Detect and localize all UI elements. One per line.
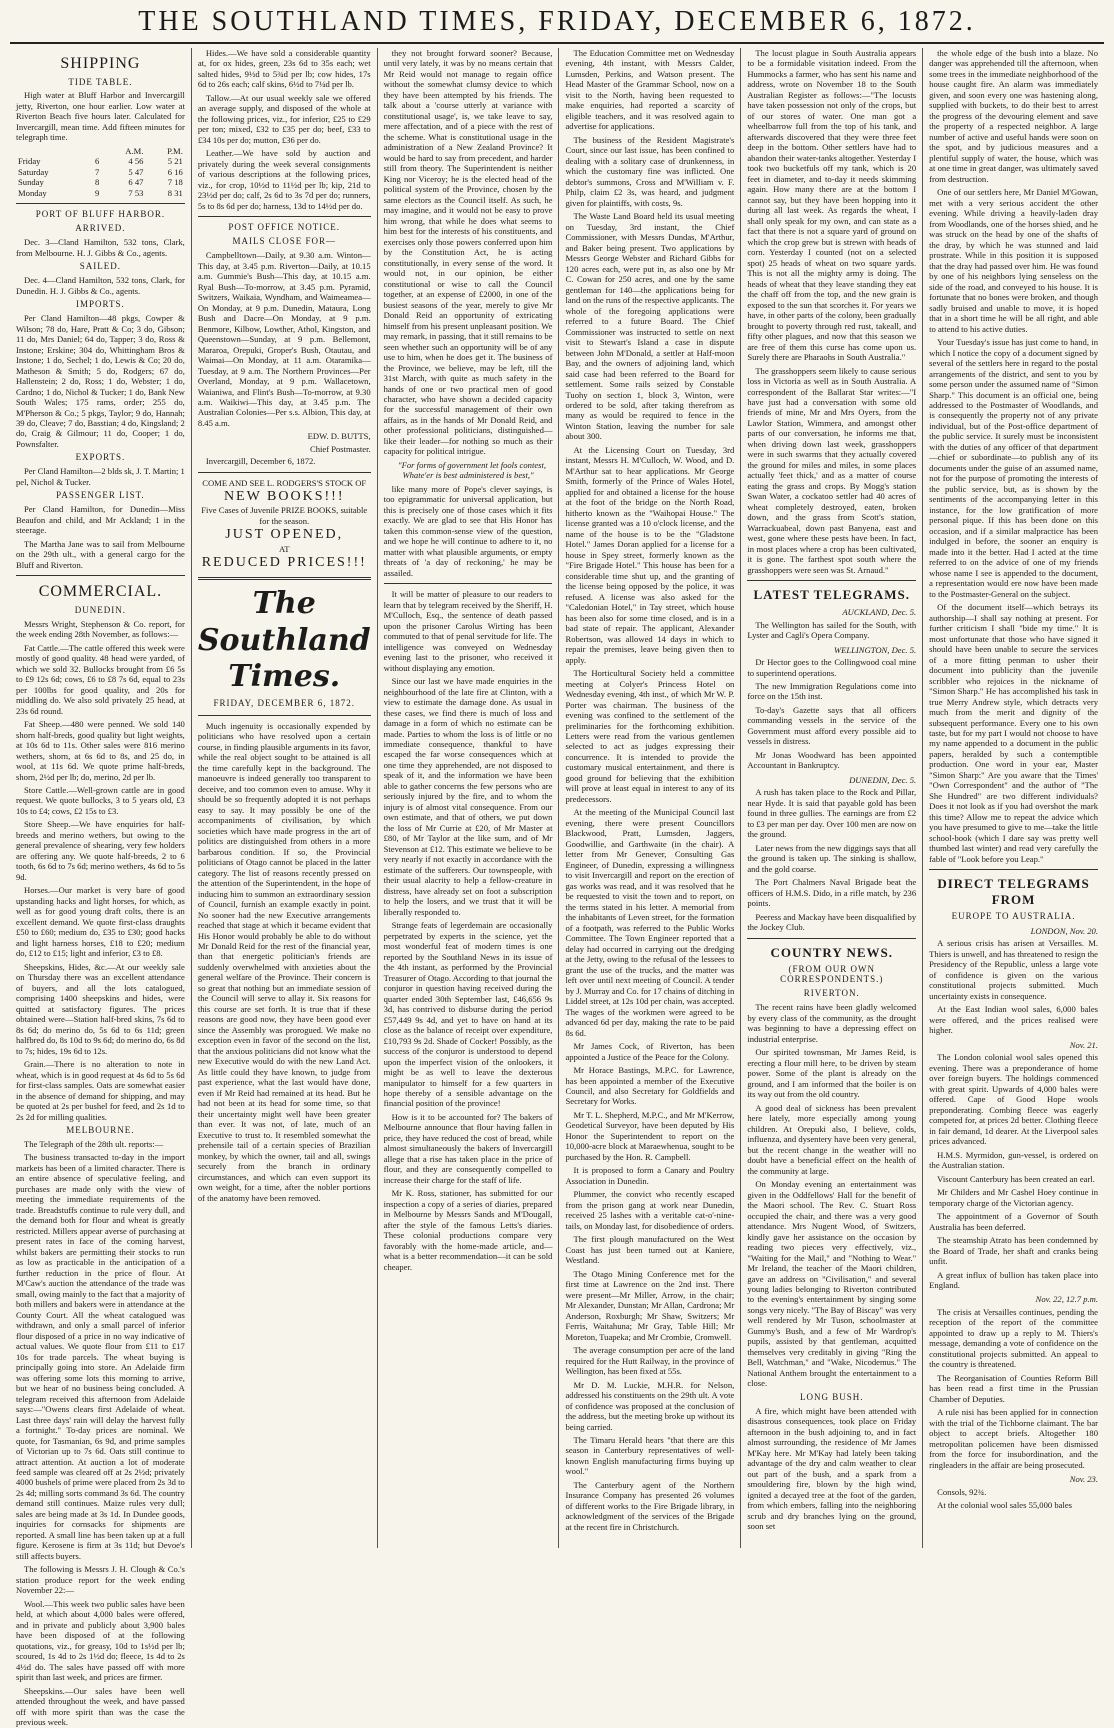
dateline: AUCKLAND, Dec. 5. (842, 607, 917, 618)
commercial-paragraph: Sheepskins.—Our sales have been well attended throughout the week, and have passed off with more spirit than was the case the previous week. (16, 1685, 185, 1728)
tide-head-pm: P.M. (167, 145, 183, 156)
news-paragraph: The Education Committee met on Wednesday evening, 4th instant, with Messrs Calder, Lumsden, Perkins, and Watson present. The Head Master of the Grammar School, now on a visit to the North, having been requested to make enquiries, had reported a scarcity of eligible teachers, and it was resolved again to advertise for applications. (565, 48, 735, 132)
tide-date: 6 (95, 156, 100, 167)
news-paragraph: Mr James Cock, of Riverton, has been appointed a Justice of the Peace for the Colony. (565, 1041, 735, 1062)
column-6 (923, 48, 1104, 1548)
commercial-heading: COMMERCIAL. (38, 583, 163, 601)
tide-day: Saturday (18, 166, 49, 177)
books-advertisement (198, 478, 371, 571)
tide-pm: 5 21 (167, 156, 183, 167)
ad-books: NEW BOOKS!!! (223, 489, 345, 505)
riverton-heading: RIVERTON. (803, 988, 860, 999)
news-paragraph: At the Licensing Court on Tuesday, 3rd instant, Messrs H. M'Culloch, W. Wood, and D. M'Arthur sat to hear applications. Mr George Smith, formerly of the Prince of Wales Hotel, applied for and obtained a license for the house at the foot of the bridge on the North Road, hitherto known as the "Waihopai House." The license granted was a 10 o'clock license, and the name of the house is to be the "Gladstone Hotel." James Doran applied for a license for a house in Spey street, formerly known as the "Fire Brigade Hotel." This house has been for a considerable time shut up, and the granting of the license being opposed by the police, it was refused. A license was also asked for the "Caledonian Hotel," in Tay street, which house has been also for some time closed, and is in a bad state of repair. The applicant, Alexander Robertson, was allowed 14 days in which to repair the premises, leave being given then to apply. (565, 444, 735, 665)
divider (929, 869, 1098, 870)
telegram-paragraph: A rush has taken place to the Rock and Pillar, near Hyde. It is said that payable gold has been found in three gullies. The earnings are from £2 to £3 per man per day. Over 100 men are now on the ground. (747, 787, 917, 840)
telegram-paragraph: The steamship Atrato has been condemned by the Board of Trade, her shaft and cranks being unfit. (929, 1235, 1098, 1267)
exports-heading: EXPORTS. (75, 452, 126, 463)
tide-row (16, 177, 185, 187)
ad-just-opened: JUST OPENED, (225, 527, 344, 543)
telegram-paragraph: At the colonial wool sales 55,000 bales (937, 1500, 1073, 1511)
news-paragraph: At the meeting of the Municipal Council last evening, there were present Councillors Blackwood, Pratt, Lumsden, Jaggers, Goodwillie, and Garthwaite (in the chair). A letter from Mr Genever, Consulting Gas Engineer, of Dunedin, expressing a willingness to visit Invercargill and report on the erection of gas works was read, and it was resolved that he be requested to visit the town and to report, on the terms stated in his letter. A memorial from the inhabitants of Leven street, for the formation of a footpath, was referred to the Public Works Committee. The Town Engineer reported that a delay had occurred in carrying out the dredging at the Jetty, owing to the refusal of the lessees to grant the use of the trucks, and the matter was left over until next meeting of Council. A tender by J. Murray and Co. for 17 chains of ditching in Liddel street, at 12s 10d per chain, was accepted. The wages of the workmen were agreed to be advanced 6d per day, making the rate to be paid 8s 6d. (565, 807, 735, 1038)
telegram-paragraph: To-day's Gazette says that all officers commanding vessels in the service of the Government must afford every possible aid to vessels in distress. (747, 704, 917, 747)
news-paragraph: The first plough manufactured on the West Coast has just been turned out at Kaniere, Westland. (565, 1234, 735, 1266)
telegram-paragraph: Peeress and Mackay have been disqualified by the Jockey Club. (747, 911, 917, 933)
latest-telegrams-heading: LATEST TELEGRAMS. (753, 587, 910, 603)
news-paragraph: Mr D. M. Luckie, M.H.R. for Nelson, addressed his constituents on the 29th ult. A vote of confidence was proposed at the conclusion of the address, but the meeting broke up without its being carried. (565, 1379, 735, 1432)
poem-quote: "For forms of government let fools contest, Whate'er is best administered is best," (398, 459, 547, 481)
commercial-paragraph: The following is Messrs J. H. Clough & Co.'s station produce report for the week ending November 22:— (16, 1564, 185, 1596)
column-5 (741, 48, 923, 1548)
commercial-paragraph: Grain.—There is no alteration to note in wheat, which is in good request at 4s 6d to 5s 6d for first-class samples. Oats are somewhat easier in the absence of demand for shipping, and may be quoted at 2s per bushel for feed, and 2s 1d to 2s 2d for milling qualities. (16, 1059, 185, 1122)
dateline: Nov. 23. (1069, 1474, 1098, 1485)
melbourne-heading: MELBOURNE. (66, 1125, 135, 1136)
tide-date: 7 (95, 166, 100, 177)
divider (198, 216, 371, 217)
dateline: DUNEDIN, Dec. 5. (849, 774, 917, 785)
column-1 (10, 48, 192, 1728)
tide-am: 7 53 (128, 187, 144, 198)
newspaper-flag: The Southland Times. (197, 586, 371, 695)
editorial-date: FRIDAY, DECEMBER 6, 1872. (213, 697, 355, 708)
shipping-heading: SHIPPING (60, 55, 141, 72)
divider (198, 715, 371, 716)
post-office-heading: POST OFFICE NOTICE. (228, 222, 341, 233)
exports-text: Per Cland Hamilton—2 blds sk, J. T. Martin; 1 pel, Nichol & Tucker. (16, 466, 185, 487)
direct-telegrams-heading: DIRECT TELEGRAMS FROM (937, 876, 1090, 908)
tide-head-am: A.M. (125, 145, 144, 156)
country-paragraph: Of the document itself—which betrays its authorship—I shall say nothing at present. For further criticism I shall "bide my time." It is most unfortunate that those who have signed it should have been unable to secure the services of a more fitting penman to usher their document into publicity than the juvenile scribbler who rejoices in the nickname of "Simon Sharp." He has accomplished his task in true Merry Andrew style, which detracts very much from the merit and dignity of the subsequent performance. Every one to his own taste, but for my part I would not choose to have my name appended to a document in the public papers, heralded by such a contemptible production. One word in your ear, Master "Simon Sharp:" Are you aware that the Times' "Own Correspondent" and the author of "The She Hundred" are two different individuals? Does it not look as if you had overshot the mark this time? Allow me to repeat the advice which you have presumed to give to me—take the little school-book (which I dare say was pretty well thumbed last winter) and read very carefully the fable of "Look before you Leap." (929, 602, 1098, 864)
telegram-paragraph: The Port Chalmers Naval Brigade beat the officers of H.M.S. Dido, in a rifle match, by 236 points. (747, 877, 917, 909)
commercial-paragraph: Leather.—We have sold by auction and privately during the week several consignments of various descriptions at the following prices, viz., for crop, 10½d to 11½d per lb; kip, 21d to 23½d per do; calf, 2s 6d to 3s 7d per do; runners, 5s to 8s 6d per do; harness, 13d to 14½d per do. (197, 148, 371, 211)
commercial-paragraph: Fat Cattle.—The cattle offered this week were mostly of good quality. 48 head were yarded, of which we sold 32. Bullocks brought from £6 5s to £9 12s 6d; cows, £6 to £8 7s 6d, equal to 23s per 100lbs for good quality, and 20s for middling do. We also sold privately 25 head, at 23s 6d round. (16, 642, 185, 716)
divider (16, 203, 185, 204)
news-paragraph: Plummer, the convict who recently escaped from the prison gang at work near Dunedin, received 25 lashes with a veritable cat-o'-nine-tails, on Monday last, for disobedience of orders. (565, 1189, 735, 1231)
news-paragraph: Mr K. Ross, stationer, has submitted for our inspection a copy of a series of diaries, prepared in Melbourne by Messrs Sands and M'Dougall, after the style of the famous Letts's diaries. These colonial productions compare very favorably with the home-made article, and—what is a better recommendation—it can be sold cheaper. (383, 1188, 553, 1272)
tide-head-0 (16, 146, 85, 156)
ad-at: AT (278, 543, 290, 554)
column-3 (378, 48, 560, 1548)
sailed-text: Dec. 4—Cland Hamilton, 532 tons, Clark, for Dunedin. H. J. Gibbs & Co., agents. (16, 275, 185, 296)
divider (384, 583, 553, 584)
news-paragraph: It will be matter of pleasure to our readers to learn that by telegram received by the Sheriff, H. M'Culloch, Esq., the sentence of death passed upon the prisoner Carolus Wirting has been commuted to that of penal servitude for life. The intelligence was conveyed on Wednesday evening last to the prisoner, who received it without displaying any emotion. (383, 589, 553, 673)
news-paragraph: The Canterbury agent of the Northern Insurance Company has presented 26 volumes of different works to the Fire Brigade library, in acknowledgment of the services of the Brigade at the recent fire in Christchurch. (565, 1479, 735, 1532)
ad-juvenile: Five Cases of Juvenile PRIZE BOOKS, suitable for the season. (201, 505, 368, 526)
divider (747, 580, 916, 581)
shipping-note: The Martha Jane was to sail from Melbourne on the 29th ult., with a general cargo for the Bluff and Riverton. (16, 538, 185, 570)
tide-row (16, 188, 185, 198)
tide-header-row (16, 146, 185, 156)
telegram-paragraph: Dr Hector goes to the Collingwood coal mine to superintend operations. (747, 657, 917, 678)
commercial-paragraph: Store Cattle.—Well-grown cattle are in good request. We quote bullocks, 3 to 5 years old, £3 10s to £4; cows, £2 15s to £3. (16, 785, 185, 816)
telegram-paragraph: The Wellington has sailed for the South, with Lyster and Cagli's Opera Company. (747, 619, 917, 641)
column-2 (192, 48, 378, 1548)
columns (10, 48, 1104, 1728)
telegram-paragraph: Later news from the new diggings says that all the ground is taken up. The sinking is shallow, and the gold coarse. (747, 842, 917, 874)
news-paragraph: The Horticultural Society held a committee meeting at Colyer's Princess Hotel on Wednesday evening, 4th inst., of which Mr W. P. Porter was chairman. The business of the evening was confined to the settlement of the preliminaries for the forthcoming exhibition. Letters were read from the various gentlemen selected to act as judges expressing their concurrence. It is intended to provide the customary musical entertainment, and there is good ground for believing that the exhibition will prove at least equal in interest to any of its predecessors. (565, 668, 735, 804)
dateline: WELLINGTON, Dec. 5. (833, 644, 917, 655)
passengers-heading: PASSENGER LIST. (56, 490, 145, 501)
divider (198, 577, 371, 580)
europe-subheading: EUROPE TO AUSTRALIA. (951, 911, 1076, 922)
tide-date: 9 (95, 187, 100, 198)
post-signature: EDW. D. BUTTS, (307, 431, 371, 442)
telegram-paragraph: The crisis at Versailles continues, pending the reception of the report of the committee appointed to draw up a reply to M. Thiers's message, demanding a vote of confidence on the constitutional projects submitted. An appeal to the country is threatened. (929, 1306, 1098, 1370)
commercial-paragraph: Sheepskins, Hides, &c.—At our weekly sale on Thursday there was an excellent attendance of buyers, and all the lots catalogued, comprising 1400 sheepskins and hides, were quitted at satisfactory figures. The prices obtained were—Station half-bred skins, 7s 6d to 8s 6d; do merino do, 5s 6d to 6s 11d; green halfbred do, 8s 10d to 9s 6d; do merino do, 6s 8d to 7s; hides, 19s 6d to 12s. (16, 961, 185, 1056)
telegram-paragraph: Mr Childers and Mr Cashel Hoey continue in temporary charge of the Victorian agency. (929, 1187, 1098, 1208)
tide-day: Friday (18, 156, 41, 167)
tide-date: 8 (95, 177, 100, 188)
imports-heading: IMPORTS. (76, 299, 125, 310)
divider (198, 472, 371, 473)
commercial-paragraph: Horses.—Our market is very bare of good upstanding hacks and light horses, for which, as well as for good young draft colts, there is an excellent demand. We quote first-class draughts £50 to £60; medium do, £35 to £30; good hacks and light harness horses, £18 to £20; medium do, £12 to £15; light and inferior, £3 to £8. (16, 885, 185, 959)
column-4 (559, 48, 741, 1548)
news-paragraph: Strange feats of legerdemain are occasionally perpetrated by experts in the science, yet the most wonderful feat of modern times is one reported by the Southland News in its issue of the 4th instant, as performed by the Provincial Treasurer of Otago. According to that journal the conjuror in question having received during the quarter ended 30th September last, £46,656 9s 3d, has contrived to disburse during the period £57,449 9s 4d, and yet to have on hand at its close as the balance of receipt over expenditure, £10,793 9s 2d. Shade of Cocker! Possibly, as the success of the conjuror is understood to depend upon the imperfect vision of the onlookers, it might be as well to leave the dexterous manipulator to himself for a few quarters in hope thereby of a sensible advantage on the financial position of the province! (383, 920, 553, 1109)
tide-day: Sunday (18, 177, 44, 188)
post-office-text: Campbelltown—Daily, at 9.30 a.m. Winton—This day, at 3.45 p.m. Riverton—Daily, at 10.15 a.m. Gummie's Bush—This day, at 10.15 a.m. Ryal Bush—To-morrow, at 3.45 p.m. Pyramid, Switzers, Waikaia, Wyndham, and Waimeamea—On Monday, at 9 p.m. Dunedin, Mataura, Long Bush and Dacre—On Monday, at 9 p.m. Benmore, Kilbow, Lowther, Athol, Kingston, and Queenstown—Sunday, at 9 p.m. Bellemont, Mararoa, Orepuki, Groper's Bush, Otautau, and Waimai—On Monday, at 11 a.m. Otaramika—Tuesday, at 9 a.m. The Northern Provinces—Per Overland, Monday, at 9 p.m. Wallacetown, Waianiwa, and Flint's Bush—To-morrow, at 9.30 a.m. Waikiwi—This day, at 3.45 p.m. The Australian Colonies—Per s.s. Albion, This day, at 8.45 a.m. (197, 250, 371, 428)
country-paragraph: A good deal of sickness has been prevalent here lately, more especially among young children. At Orepuki also, I believe, colds, influenza, and dysentery have been very general, but the recent change in the weather will no doubt have a beneficial effect on the health of the community at large. (747, 1102, 917, 1176)
tide-title: TIDE TABLE. (68, 76, 133, 87)
news-paragraph: The Timaru Herald hears "that there are this season in Canterbury representatives of well-known English manufacturing firms buying up wool." (565, 1435, 735, 1477)
country-paragraph: Your Tuesday's issue has just come to hand, in which I notice the copy of a document signed by several of the settlers here in regard to the postal arrangements of the district, and sent to you by some person under the assumed name of "Simon Sharp." This document is an official one, being addressed to the Postmaster of Woodlands, and is consequently the property not of any private individual, but of the Post-office department of the public service. It surely must be inconsistent with the duties of any officer of that department—chief or subordinate—to publish any of its documents under the guise of an assumed name, not for the purpose of promoting the interests of the public service, but, as is shown by the sentiments of the accompanying letter in this instance, for the low gratification of more personal pique. If this has been done on this occasion, and if a similar malpractice has been indulged in before, the sooner an enquiry is made into it the better. Had I acted at the time referred to on the advice of one of my friends whose name I see is appended to the document, a representation would ere now have been made to the Postmaster-General on the subject. (929, 337, 1098, 599)
tide-am: 5 47 (128, 166, 144, 177)
divider (747, 938, 916, 939)
country-paragraph: One of our settlers here, Mr Daniel M'Gowan, met with a very serious accident the other evening. While driving a heavily-laden dray from Woodlands, one of the horses shied, and he was struck on the head by one of the shafts of the dray, by which he was stunned and laid prostrate. While in this position it is supposed that the dray had passed over him. He was found by one of his neighbors lying senseless on the side of the road, and conveyed to his house. It is fortunate that no bones were broken, and though sadly bruised and unable to move, it is hoped that in a short time he will be all right, and able to attend to his active duties. (929, 187, 1098, 334)
telegram-paragraph: The Reorganisation of Counties Reform Bill has been read a first time in the Prussian Chamber of Deputies. (929, 1372, 1098, 1404)
commercial-paragraph: Wool.—This week two public sales have been held, at which about 4,000 bales were offered, and in private and publicly about 3,900 bales have been disposed of at the following quotations, viz., for greasy, 10d to 1s½d per lb; scoured, 1s 4d to 2s 1½d do; fleece, 1s 4d to 2s 4½d do. The sales have passed off with more spirit than last week, and prices are firmer. (16, 1598, 185, 1683)
tide-am: 6 47 (128, 177, 144, 188)
telegram-paragraph: At the East Indian wool sales, 6,000 bales were offered, and the prices realised were higher. (929, 1004, 1098, 1036)
commercial-paragraph: Store Sheep.—We have enquiries for half-breeds and merino wethers, but owing to the general prevalence of shearing, very few holders are offering any. We quote half-breeds, 2 to 6 tooth, 6s 6d to 7s 6d; merino wethers, 4s 6d to 5s 9d. (16, 819, 185, 882)
news-paragraph: The locust plague in South Australia appears to be a formidable visitation indeed. From the Hummocks a farmer, who has sent his name and address, wrote on November 18 to the South Australian Register as follows:—"The locusts have taken possession not only of the crops, but of our stores of water. One man got a wheelbarrow full from the top of his tank, and afterwards discovered that they were three feet deep in the bottom. Other settlers have had to abandon their water-tanks altogether. Yesterday I took two bucketfuls off my tank, which is 20 feet in diameter, and to-day it needs skimming again. How many there are at the bottom I cannot say, but they have been hopping into it during all last week. As regards the wheat, I shall only speak for my own, and can state as a fact that there is not a square yard of ground on which the crop grew but is strewn with heads of corn. Yesterday I counted (not on a selected spot) 25 heads of wheat on two square yards. This is not all the mighty army is doing. The heads of wheat that they leave standing they eat the chaff off from the top, and the new grain is exposed to the sun that scorches it. For years we have, in other parts of the colony, been gradually brought to poverty through red rust, takeall, and fifty other plagues, and now that this season we are free of them this curse has come upon us. Surely there are Pharaohs in South Australia." (747, 48, 917, 363)
telegram-paragraph: The new Immigration Regulations come into force on the 15th inst. (747, 680, 917, 702)
post-role: Chief Postmaster. (309, 443, 371, 454)
commercial-paragraph: Tallow.—At our usual weekly sale we offered an average supply, and disposed of the whole at the following prices, viz., for inferior, £25 to £29 per ton; mixed, £32 to £35 per do; beef, £33 to £34 10s per do; mutton, £36 per do. (197, 92, 371, 145)
imports-text: Per Cland Hamilton—48 pkgs, Cowper & Wilson; 78 do, Hare, Pratt & Co; 3 do, Gibson; 11 do, Mrs Daniel; 64 do, Tapper; 3 do, Ross & Instone; Erskine; 304 do, Whittingham Bros & Instone; 1 do, Sechel; 1 do, Lewis & Co; 20 do, Matheson & Smith; 5 do, Rodgers; 67 do, Hallenstein; 2 do, Ross; 1 do, Webster; 1 do, Cardno; 1 do, Nichol & Tucker; 1 do, Bank New South Wales; 175 rams, order; 255 do, M'Pherson & Co.; 5 pkgs, Taylor; 9 do, Hannah; 39 do, Cleave; 7 do, Basstian; 4 do, Kingsland; 2 do, Craig & Gilmour; 11 do, Cooper; 1 do, Pownsfalter. (16, 313, 185, 449)
telegram-paragraph: The London colonial wool sales opened this evening. There was a preponderance of home over foreign buyers. The holdings commenced with great spirit. Upwards of 4,000 bales were offered. Cape of Good Hope wools preponderating. Combing fleece was eagerly competed for, at prices 2d better. Clothing fleece in fair demand, 1d dearer. At the Liverpool sales prices advanced. (929, 1052, 1098, 1147)
telegram-paragraph: A rule nisi has been applied for in connection with the trial of the Tichborne claimant. The bar object to accept briefs. Altogether 180 metropolitan policemen have been dismissed from the force for insubordination, and the ringleaders in the affair are being prosecuted. (929, 1407, 1098, 1470)
ad-line: COME AND SEE L. RODGERS'S STOCK OF (202, 477, 367, 488)
tide-row (16, 167, 185, 177)
telegram-paragraph: H.M.S. Myrmidon, gun-vessel, is ordered on the Australian station. (929, 1149, 1098, 1171)
tide-day: Monday (18, 187, 47, 198)
tide-pm: 7 18 (167, 177, 183, 188)
editorial-paragraph: they not brought forward sooner? Because, until very lately, it was by no means certain that Mr Reid would not manage to regain office without the somewhat clumsy device to which they have been attempted by his friends. The talk about a 'course utterly at variance with constitutional usage', is, we take leave to say, mere affectation, and of a piece with the rest of the scheme. What is constitutional usage in the administration of a New Zealand Province? It would be hard to say from precedent, and harder still from theory. The Superintendent is neither King nor Viceroy; he is the elected head of the political system of the Province, chosen by the same electors as the Council itself. As such, he may imagine, and it would not be easy to prove him wrong, that while he does what seems to him best for the interests of his constituents, and exercises only those powers conferred upon him by the Constitution Act, he is acting constitutionally, in every sense of the word. It would not, in our opinion, be either constitutional or wise to call the Council together, at an expense of £2000, in one of the busiest seasons of the year, merely to give Mr Donald Reid an opportunity of extricating himself from his present unpleasant position. We may remark, in passing, that it still remains to be seen whether such an opportunity will be of any use to him, when he does get it. The business of the Province, we believe, may be left, till the 31st March, with quite as much safety in the hands of one or two practical men of good character, who have shown a decided capacity for the successful management of their own affairs, as in the hands of Mr Donald Reid, and other professional politicians, distinguished—like their leader—for nothing so much as their capacity for political intrigue. (383, 48, 553, 457)
telegram-paragraph: Consols, 92¾. (937, 1486, 987, 1497)
mails-close-heading: MAILS CLOSE FOR— (232, 236, 336, 247)
divider (16, 575, 185, 576)
long-bush-heading: LONG BUSH. (799, 1391, 864, 1402)
news-paragraph: Mr T. L. Shepherd, M.P.C., and Mr M'Kerrow, Geodetical Surveyor, have been deputed by His Honor the Superintendent to report on the 10,000-acre block at Maraewhenua, sought to be purchased by the Hon. R. Campbell. (565, 1109, 735, 1162)
dateline: Nov. 22, 12.7 p.m. (1035, 1294, 1098, 1305)
arrived-heading: ARRIVED. (75, 223, 126, 234)
dateline: Nov. 21. (1069, 1039, 1098, 1050)
editorial-paragraph: Much ingenuity is occasionally expended by politicians who have resolved upon a certain course, in finding plausible arguments in its favor, while the real object sought to be attained is all the time carefully kept in the background. The manoeuvre is indeed generally too transparent to deceive, and too common even to amuse. Why it should be so frequently adopted it is not perhaps easy to say. It may possibly be one of the accompaniments of civilisation, by which societies which have made progress in the art of politics are distinguished from others in a more barbarous condition. If so, the Provincial politicians of Otago cannot be placed in the latter category. The list of reasons recently pressed on the attention of the Superintendent, in the hope of inducing him to summon an extraordinary session of Council, furnish an example exactly in point. No sooner had the new Executive arrangements reached that stage at which it became evident that His Honor would probably be able to do without Mr Donald Reid for the rest of the financial year, than that energetic politician's friends are suddenly overwhelmed with anxieties about the general welfare of the Province. Their concern is so great that nothing but an immediate session of the Council will serve to allay it. Six reasons for this course are set forth. It is true that if these reasons are good now, they have been good ever since the Assembly was prorogued. We make no exception even in favor of the second on the list, that the anxious politicians did not know what the new Executive would do with the new Land Act. As little could they have known, to judge from past experience, what the last would have done, even if Mr Reid had remained at its head. But he had not been at its head for some time, so that their uncertainty might well have been greater than ever. It was not, of late, much of an Executive to trust to. It resembled somewhat the prehensile tail of a certain species of Brazilian monkey, by which the owner, tail and all, swings securely from the branch in ordinary circumstances, and which can even support its own weight, for a time, after the nobler portions of the anatomy have been removed. (197, 720, 371, 1203)
tide-table (16, 146, 185, 198)
telegram-paragraph: A serious crisis has arisen at Versailles. M. Thiers is unwell, and has threatened to resign the Presidency of the Republic, unless a large vote of confidence is given on the various constitutional projects submitted. Much uncertainty exists in consequence. (929, 938, 1098, 1001)
telegram-paragraph: Mr Jonas Woodward has been appointed Accountant in Bankruptcy. (747, 749, 917, 771)
news-paragraph: The Otago Mining Conference met for the first time at Lawrence on the 2nd inst. There were present—Mr Miller, Arrow, in the chair; Mr Alexander, Dunstan; Mr Allan, Cardrona; Mr Anderson, Roxburgh; Mr Shaw, Switzers; Mr Ferris, Waitahuna; Mr Gray, Table Hill; Mr Moreton, Tuapeka; and Mr Crombie, Cromwell. (565, 1268, 735, 1342)
news-paragraph: The grasshoppers seem likely to cause serious loss in Victoria as well as in South Australia. A correspondent of the Ballarat Star writes:—"I have just had a conversation with some old friends of mine, Mr and Mrs Oyers, from the Lawlor Station, Wimmera, and amongst other parts of our conversation, he informs me that, when driving down last week, grasshoppers were in such swarms that they actually covered the ground for miles and miles, in some places actually 'feet thick,' and as a matter of course eating the grass and crops. By Mogg's station Swan Water, a cockatoo settler had 40 acres of wheat completely destroyed, eaten, broken down, and the grass from Scott's station, Warrackuabeal, down past Banyena, east and west, gone where these pests have been. In fact, in most places where a crop has been cultivated, it is gone. The farthest spot south where the grasshoppers were seen was St. Arnaud." (747, 365, 917, 575)
editorial-paragraph: like many more of Pope's clever sayings, is too epigrammatic for universal application, but this is precisely one of those cases which it fits exactly. We are glad to see that His Honor has taken this common-sense view of the question, and we hope he will continue to adhere to it, no matter with what plausible arguments, or empty threats of 'a day of reckoning,' he may be assailed. (383, 483, 553, 578)
telegram-paragraph: A great influx of bullion has taken place into England. (929, 1269, 1098, 1290)
dunedin-heading: DUNEDIN. (74, 604, 127, 615)
telegram-paragraph: The appointment of a Governor of South Australia has been deferred. (929, 1211, 1098, 1232)
commercial-paragraph: Hides.—We have sold a considerable quantity at, for ox hides, green, 23s 6d to 35s each; wet salted hides, 9½d to 5¾d per lb; cow hides, 17s 6d to 26s each; calf skins, 6½d to 7¼d per lb. (197, 48, 371, 90)
news-paragraph: The Waste Land Board held its usual meeting on Tuesday, 3rd instant, the Chief Commissioner, with Messrs Dundas, M'Arthur, and Baker being present. Two applications by Messrs George Webster and Richard Gibbs for 120 acres each, were put in, as also one by Mr C. Cowan for 250 acres, and one by the same gentleman for 140—the applications being for land on the runs of the respective applicants. The whole of the foregoing applications were referred to a future Board. The Chief Commissioner was instructed to settle on next visit to Stewart's Island a case in dispute between John M'Donald, a settler at Half-moon Bay, and the owners of adjoining land, which said case had been referred to the Board for settlement. Some rails seized by Constable Tuohy on section 1, block 3, Winton, were ordered to be sold, after taking therefrom as many as would be required to fence in the Winton Station, leaving the number for sale about 300. (565, 211, 735, 442)
country-paragraph: On Monday evening an entertainment was given in the Oddfellows' Hall for the benefit of the Maori school. The Rev. C. Stuart Ross occupied the chair, and there was a very good attendance. Mrs Nugent Wood, of Switzers, kindly gave her assistance on the occasion by reading two pieces very effectively, viz., "Waiting for the Mail," and "Nothing to Wear." Mr Ireland, the teacher of the Maori children, gave an address on "Civilisation," and several young ladies belonging to Riverton contributed to the evening's entertainment by singing some songs very nicely. "The Bay of Biscay" was very well rendered by Mr Tuson, schoolmaster at Gummy's Bush, and a few of Mr Wardrop's pupils, assisted by that gentleman, acquitted themselves very creditably in giving "Ring the Bell, Watchman," and "Wake, Nicodemus." The National Anthem brought the entertainment to a close. (747, 1179, 917, 1389)
arrived-text: Dec. 3—Cland Hamilton, 532 tons, Clark, from Melbourne. H. J. Gibbs & Co., agents. (16, 237, 185, 258)
tide-pm: 6 16 (167, 166, 183, 177)
news-paragraph: How is it to be accounted for? The bakers of Melbourne announce that flour having fallen in price, they have reduced the cost of bread, while almost simultaneously the bakers of Invercargill allege that a rise has taken place in the price of flour, and they are consequently compelled to increase their charge for the staff of life. (383, 1111, 553, 1185)
news-paragraph: Since our last we have made enquiries in the neighbourhood of the late fire at Clinton, with a view to estimate the damage done. As usual in these cases, we find there is much of loss and damage in a form of which no estimate can be made. Parties to whom the loss is of little or no immediate consequence, thankful to have escaped the far worse consequences which at one time they apprehended, are not disposed to speak of it, and the information we have been able to gather concerns the few persons who are seriously injured by the fire, and to whom the injury is of almost vital consequence. From our own estimate, and that of others, we put down the loss of Mr Currie at £20, of Mr Master at £80, of Mr Taylor at the like sum, and of Mr Stevenson at £12. This estimate we believe to be very nearly if not exactly in accordance with the estimate of the sufferers. Our townspeople, with their usual alacrity to help a fellow-creature in distress, have already set on foot a subscription to help the losers, and we trust that it will be liberally responded to. (383, 676, 553, 917)
telegram-paragraph: Viscount Canterbury has been created an earl. (937, 1173, 1095, 1184)
country-paragraph: the whole edge of the bush into a blaze. No danger was apprehended till the afternoon, when some trees in the immediate neighborhood of the house caught fire. An alarm was immediately given, and soon every one was hastening along, supplied with buckets, to do their best to arrest the progress of the devouring element and save the property of a respected neighbor. A large number of active and useful hands were soon on the spot, and by judicious measures and a plentiful supply of water, the house, which was at one time in great danger, was ultimately saved from destruction. (929, 48, 1098, 184)
dateline: LONDON, Nov. 20. (1030, 925, 1098, 936)
masthead: THE SOUTHLAND TIMES, FRIDAY, DECEMBER 6, 1872. (10, 0, 1104, 44)
sailed-heading: SAILED. (79, 261, 122, 272)
commercial-paragraph: The business transacted to-day in the import markets has been of a limited character. There is an entire absence of speculative feeling, and purchases are made only with the view of meeting the immediate requirements of the trade. Breadstuffs continue to rule very dull, and the demand both for flour and wheat is greatly restricted. Millers appear averse of purchasing at present rates in face of the coming harvest, whilst bakers are permitting their stocks to run as low as practicable in the anticipation of a further reduction in the price of flour. At M'Caw's auction the attendance of the trade was small, owing mainly to the fact that a majority of both millers and bakers were in attendance at the County Court. All the wheat catalogued was withdrawn, and only a small parcel of inferior flour disposed of a price in no way indicative of actual values. We quote flour from £11 to £17 10s for trade parcels. The wheat buying is principally going into store. An Adelaide firm was offering some lots this morning to arrive, but we hear of no business being concluded. A telegram received this afternoon from Adelaide says:—"Owens clears first Adelaide of wheat. Last three days' rain will delay the harvest fully a fortnight." To-day prices are nominal. We quote, for Tasmanian, 6s 9d, and prime samples of Victorian up to 7s 6d. Oats still continue to attract attention. At auction a lot of moderate feed sample was cleared off at 2s 2½d; privately 4000 bushels of prime were placed from 2s 3d to 2s 4d; milling sorts command 3s 6d. The country demand still continues. Maize rules very dull; sales are being made at 3s 1d. In Dundee goods, inquiries for cornsacks for shipments are reported. A small line has been taken up at a full figure. Kerosene is firm at 3s 11d; but Devoe's still affects buyers. (16, 1152, 185, 1561)
tide-row (16, 156, 185, 166)
country-paragraph: The recent rains have been gladly welcomed by every class of the community, as the drought was beginning to have a depressing effect on industrial enterprise. (747, 1002, 917, 1044)
ad-reduced-prices: REDUCED PRICES!!! (201, 554, 367, 570)
tide-intro: High water at Bluff Harbor and Invercargill jetty, Riverton, one hour earlier. Low water at Riverton Beach five hours later. Calculated for Invercargill, mean time. Add fifteen minutes for telegraph time. (16, 90, 185, 143)
commercial-paragraph: Fat Sheep.—480 were penned. We sold 140 shorn half-breds, good quality but light weights, at 10s 6d to 11s. Other sales were 816 merino wethers, shorn, at 6s 6d to 8s, and 25 do, in wool, at 11s 6d. We quote prime half-breds, shorn, 2½d per lb; do, merino, 2d per lb. (16, 719, 185, 782)
country-news-heading: COUNTRY NEWS. (770, 944, 894, 960)
news-paragraph: The average consumption per acre of the land required for the Hutt Railway, in the province of Wellington, has been fixed at 55s. (565, 1345, 735, 1377)
country-paragraph: A fire, which might have been attended with disastrous consequences, took place on Friday afternoon in the bush adjoining to, and in fact almost surrounding, the residence of Mr James M'Kay here. Mr M'Kay had lately been taking advantage of the dry and calm weather to clear out part of the bush, and a spark from a smouldering fire, blown by the high wind, ignited a decayed tree at the foot of the garden, from which embers, falling into the neighboring scrub and dry branches lying on the ground, soon set (747, 1405, 917, 1532)
tide-pm: 8 31 (167, 187, 183, 198)
tide-am: 4 56 (128, 156, 144, 167)
news-paragraph: Mr Horace Bastings, M.P.C. for Lawrence, has been appointed a member of the Executive Council, and also Secretary for Goldfields and Secretary for Works. (565, 1065, 735, 1107)
correspondents-subheading: (FROM OUR OWN CORRESPONDENTS.) (780, 963, 884, 985)
news-paragraph: It is proposed to form a Canary and Poultry Association in Dunedin. (565, 1165, 735, 1186)
country-paragraph: Our spirited townsman, Mr James Reid, is erecting a flour mill here, to be driven by steam power. Some of the plant is already on the ground, and I am informed that the boiler is on its way out from the old country. (747, 1047, 917, 1100)
commercial-paragraph: Messrs Wright, Stephenson & Co. report, for the week ending 28th November, as follows:— (16, 618, 185, 640)
port-heading: PORT OF BLUFF HARBOR. (35, 209, 166, 220)
news-paragraph: The business of the Resident Magistrate's Court, since our last issue, has been confined to dealing with a solitary case of drunkenness, in which the customary fine was inflicted. One debtor's summons, Cross and M'William v. F. Philp, claim £2 3s, was heard, and judgment given for plaintiffs, with costs, 9s. (565, 134, 735, 208)
commercial-paragraph: The Telegraph of the 28th ult. reports:— (24, 1138, 164, 1149)
passengers-text: Per Cland Hamilton, for Dunedin—Miss Beaufon and child, and Mr Ackland; 1 in the steerage. (16, 504, 185, 536)
post-place: Invercargill, December 6, 1872. (205, 456, 316, 467)
